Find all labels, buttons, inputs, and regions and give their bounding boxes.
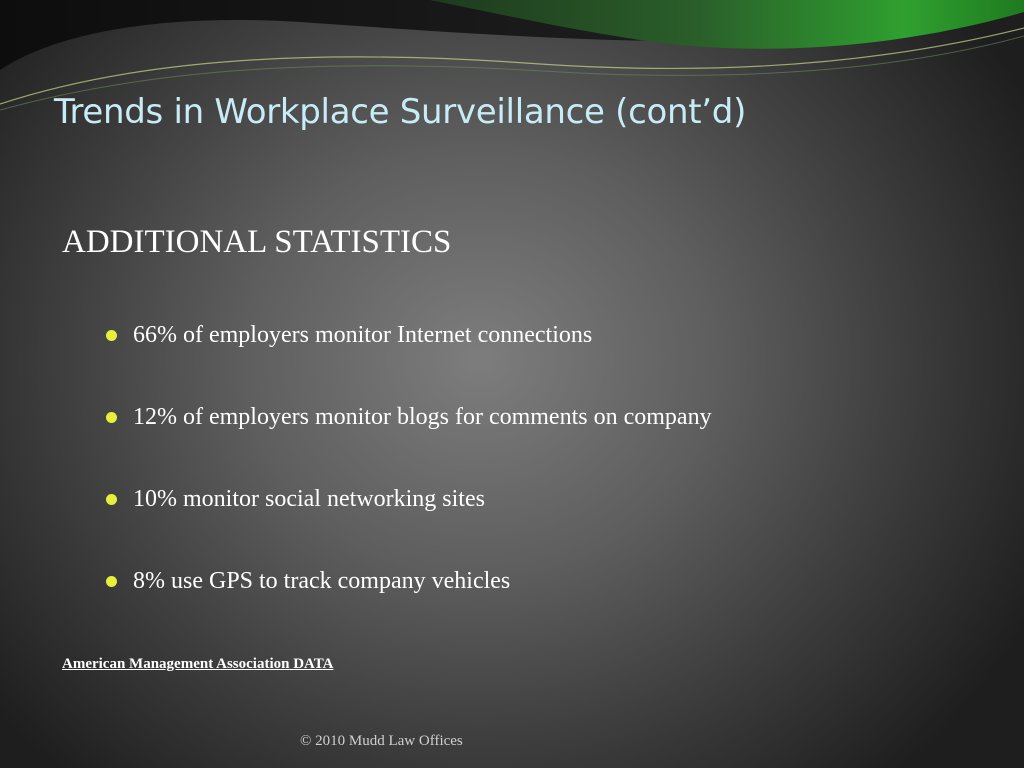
list-item-text: 12% of employers monitor blogs for comments on company — [133, 404, 712, 430]
list-item — [106, 564, 712, 646]
list-item-text: 66% of employers monitor Internet connections — [133, 322, 593, 348]
source-citation: American Management Association DATA — [62, 656, 334, 672]
list-item — [106, 400, 712, 482]
bullet-dot-icon — [106, 494, 117, 505]
statistics-list — [106, 318, 712, 646]
bullet-dot-icon — [106, 330, 117, 341]
bullet-dot-icon — [106, 412, 117, 423]
bullet-dot-icon — [106, 576, 117, 587]
list-item-text: 10% monitor social networking sites — [133, 486, 485, 512]
list-item-text: 8% use GPS to track company vehicles — [133, 568, 511, 594]
list-item — [106, 482, 712, 564]
list-item — [106, 318, 712, 400]
section-subheading: ADDITIONAL STATISTICS — [62, 224, 452, 260]
slide-title: Trends in Workplace Surveillance (cont’d) — [54, 92, 747, 132]
copyright-footer: © 2010 Mudd Law Offices — [300, 733, 463, 749]
